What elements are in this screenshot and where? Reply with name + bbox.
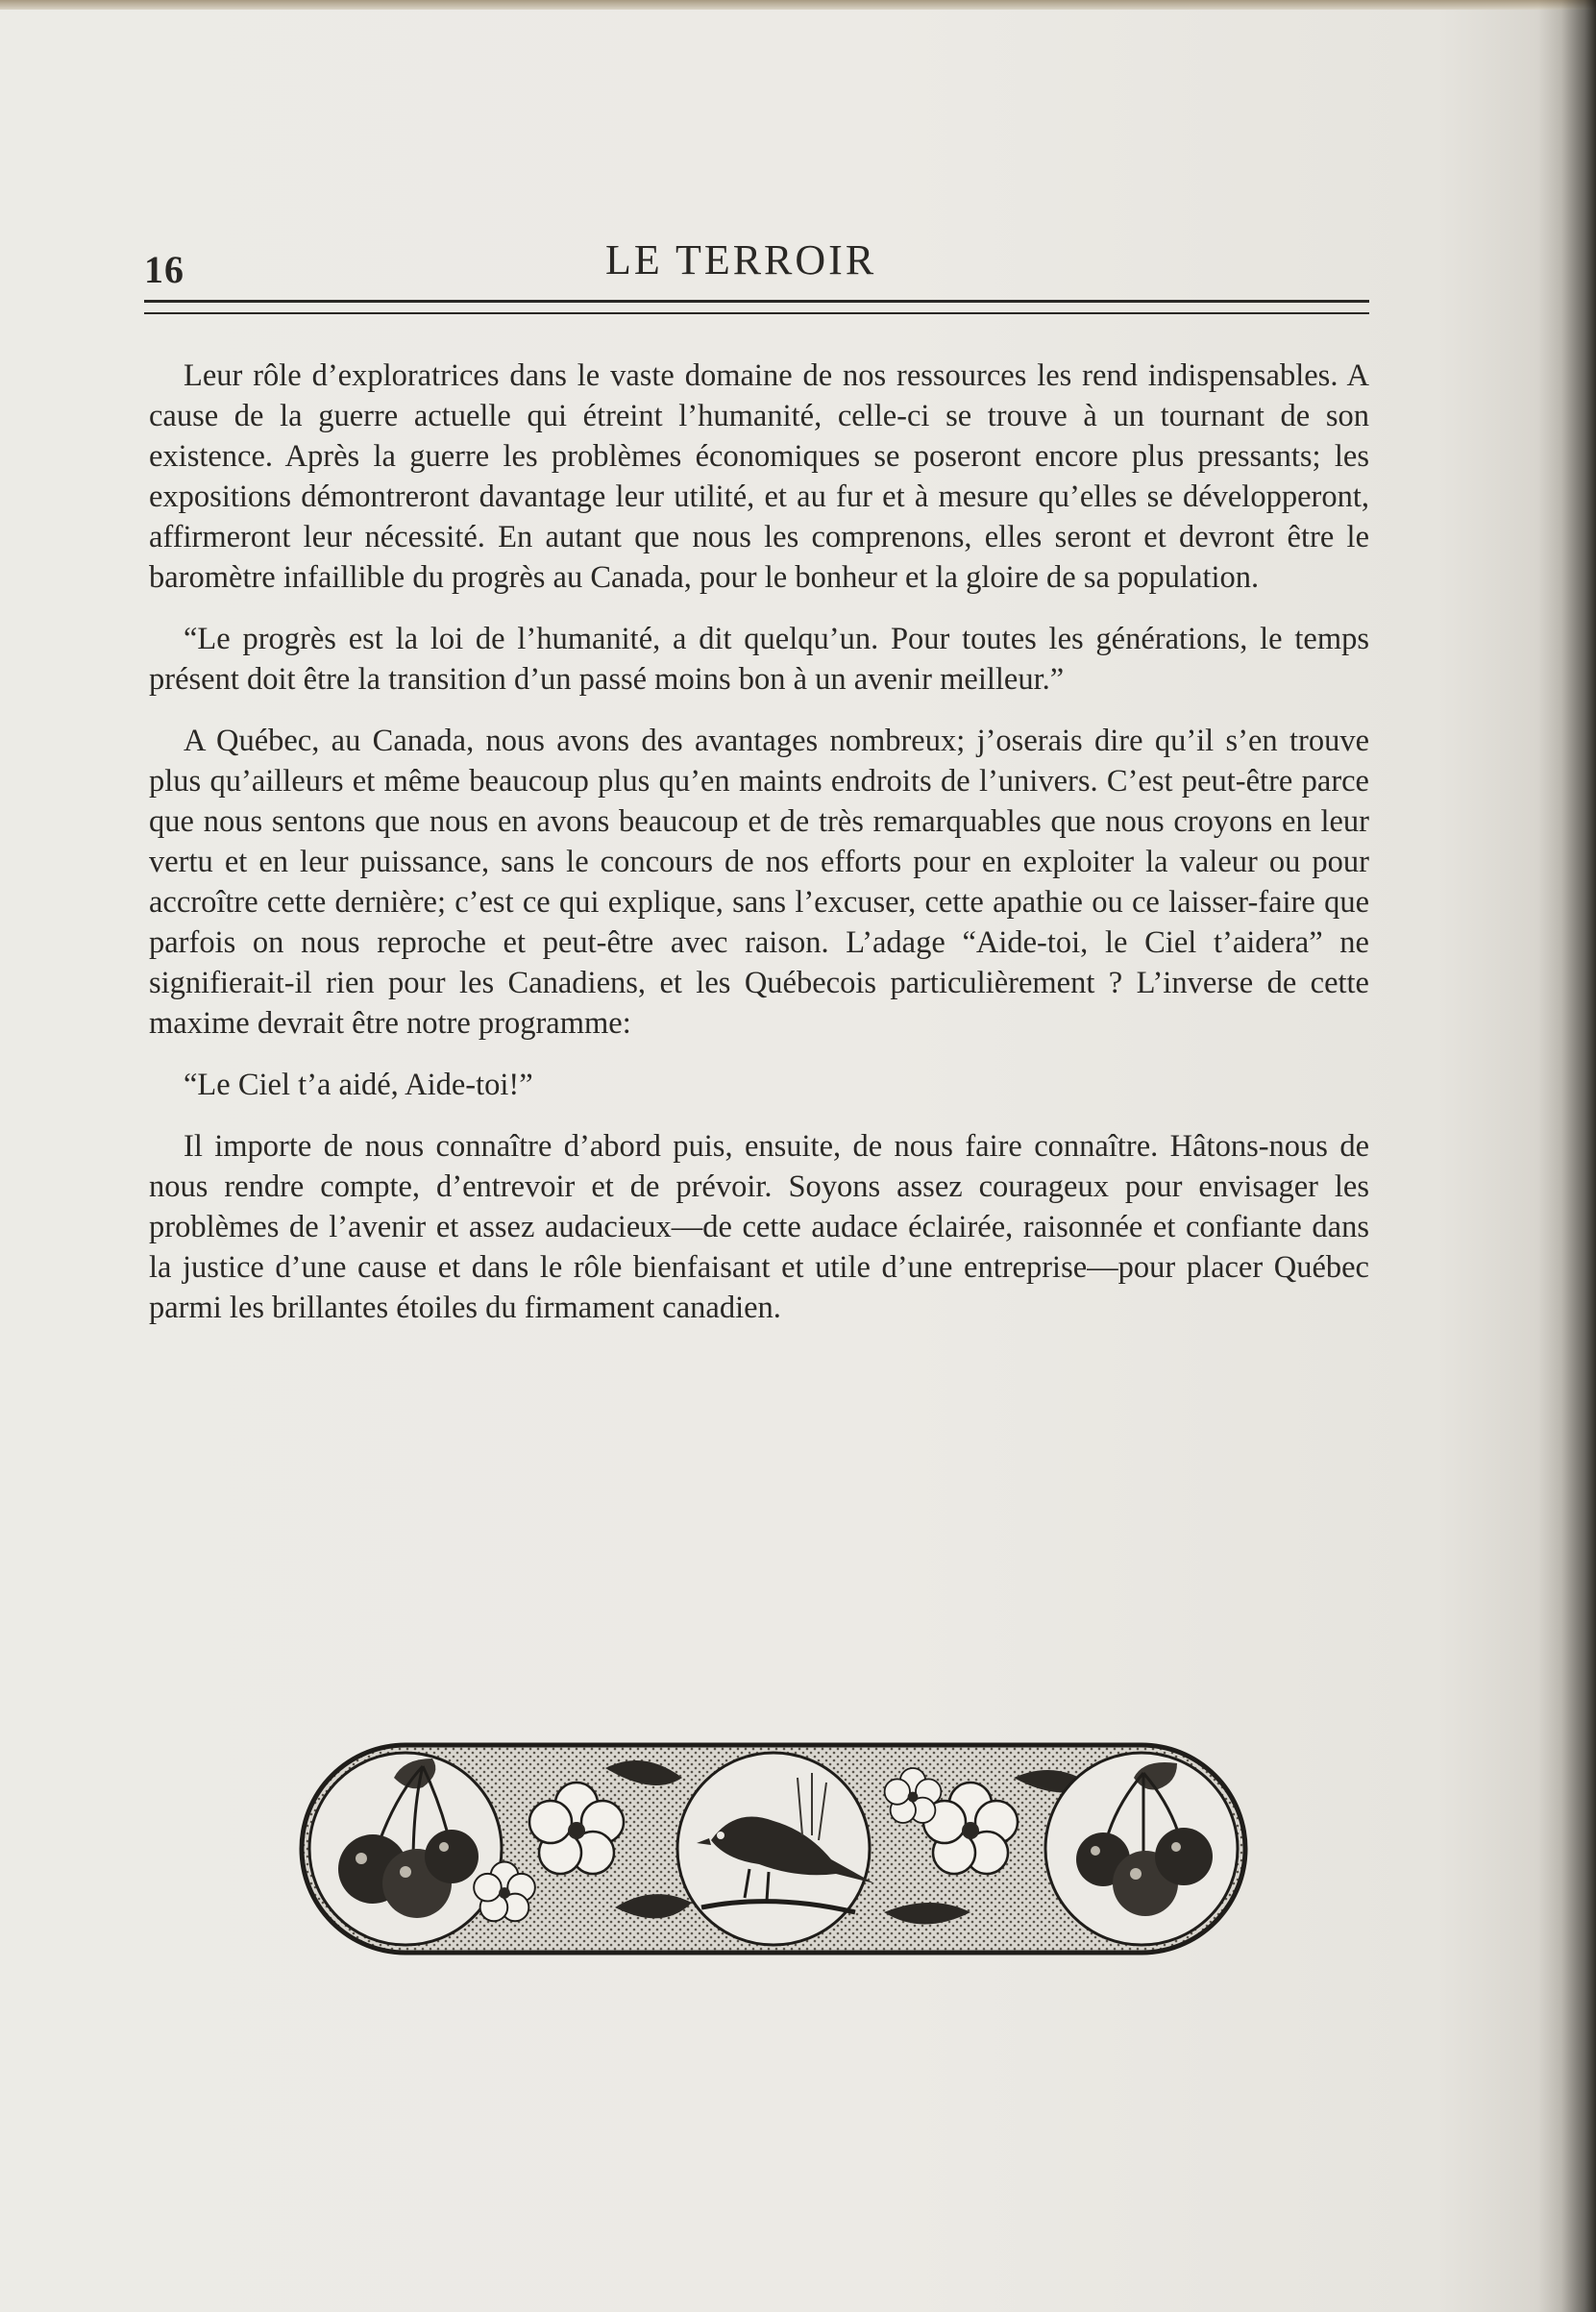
paragraph: “Le Ciel t’a aidé, Aide-toi!” <box>184 1068 533 1102</box>
article-body <box>149 356 1369 1349</box>
page-number: 16 <box>144 248 184 291</box>
cherries-icon <box>1045 1753 1238 1945</box>
paragraph: A Québec, au Canada, nous avons des avantages nombreux; j’oserais dire qu’il s’en trouve plus qu’ailleurs et même beaucoup plus qu’en maints endroits de l’univers. C’est peut-être parce que nous sentons que nous en avons beaucoup et de très remarquables que nous croyons en leur vertu et en leur puissance, sans le concours de nos efforts pour en exploiter la valeur ou pour accroître cette dernière; c’est ce qui explique, sans l’excuser, cette apathie ou ce laisser-faire que parfois on nous reproche et peut-être avec raison. L’adage “Aide-toi, le Ciel t’aidera” ne signifierait-il rien pour les Canadiens, et les Québecois particulièrement ? L’inverse de cette maxime devrait être notre programme: <box>149 724 1369 1041</box>
page-header <box>144 235 1369 293</box>
decorative-ornament <box>298 1739 1249 1960</box>
paragraph: “Le progrès est la loi de l’humanité, a dit quelqu’un. Pour toutes les générations, le temps présent doit être la transition d’un passé moins bon à un avenir meilleur.” <box>149 622 1369 697</box>
page-binding-shadow <box>1538 0 1596 2312</box>
running-title: LE TERROIR <box>605 236 877 283</box>
page-top-edge <box>0 0 1596 10</box>
paragraph: Il importe de nous connaître d’abord puis, ensuite, de nous faire connaître. Hâtons-nous de nous rendre compte, d’entrevoir et de prévoir. Soyons assez courageux pour envisager les problèmes de l’avenir et assez audacieux—de cette audace éclairée, raisonnée et confiante dans la justice d’une cause et dans le rôle bienfaisant et utile d’une entreprise—pour placer Québec parmi les brillantes étoiles du firmament canadien. <box>149 1129 1369 1325</box>
cherries-icon <box>309 1753 502 1945</box>
header-rule <box>144 300 1369 314</box>
paragraph: Leur rôle d’exploratrices dans le vaste domaine de nos ressources les rend indispensables. A cause de la guerre actuelle qui étreint l’humanité, celle-ci se trouve à un tournant de son existence. Après la guerre les problèmes économiques se poseront encore plus pressants; les expositions démontreront davantage leur utilité, et au fur et à mesure qu’elles se développeront, affirmeront leur nécessité. En autant que nous les comprenons, elles seront et devront être le baromètre infaillible du progrès au Canada, pour le bonheur et la gloire de sa population. <box>149 358 1369 595</box>
